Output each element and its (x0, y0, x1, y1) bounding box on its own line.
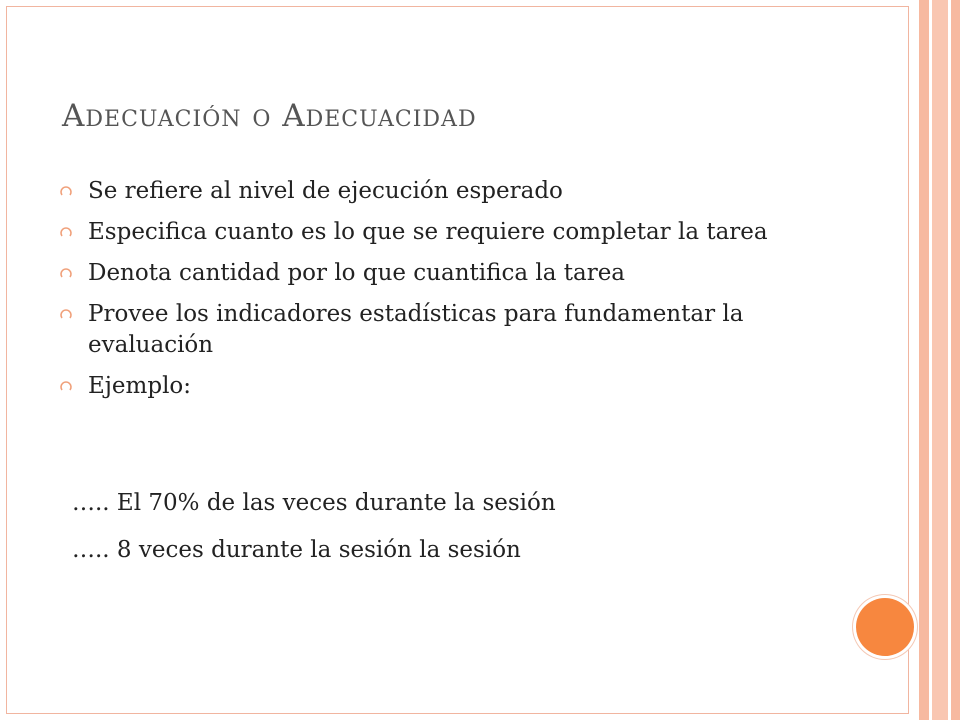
example-line: ….. 8 veces durante la sesión la sesión (72, 537, 521, 563)
orange-circle-decoration (856, 598, 914, 656)
list-item (60, 217, 820, 248)
decorative-stripe (951, 0, 960, 720)
bullet-icon (60, 267, 72, 279)
list-item (60, 299, 820, 361)
bullet-text: Se refiere al nivel de ejecución esperado (88, 178, 563, 204)
bullet-text: Ejemplo: (88, 373, 192, 399)
list-item (60, 258, 820, 289)
example-line: ….. El 70% de las veces durante la sesión (72, 490, 556, 516)
bullet-text: Provee los indicadores estadísticas para fundamentar la evaluación (88, 301, 744, 358)
list-item (60, 371, 820, 402)
decorative-stripe (932, 0, 948, 720)
list-item (60, 176, 820, 207)
bullet-text: Especifica cuanto es lo que se requiere completar la tarea (88, 219, 768, 245)
bullet-icon (60, 185, 72, 197)
slide-title: Adecuación o Adecuacidad (62, 98, 477, 134)
bullet-text: Denota cantidad por lo que cuantifica la tarea (88, 260, 626, 286)
bullet-icon (60, 226, 72, 238)
decorative-stripe (919, 0, 929, 720)
bullet-icon (60, 308, 72, 320)
bullet-icon (60, 380, 72, 392)
bullet-list (60, 176, 820, 412)
